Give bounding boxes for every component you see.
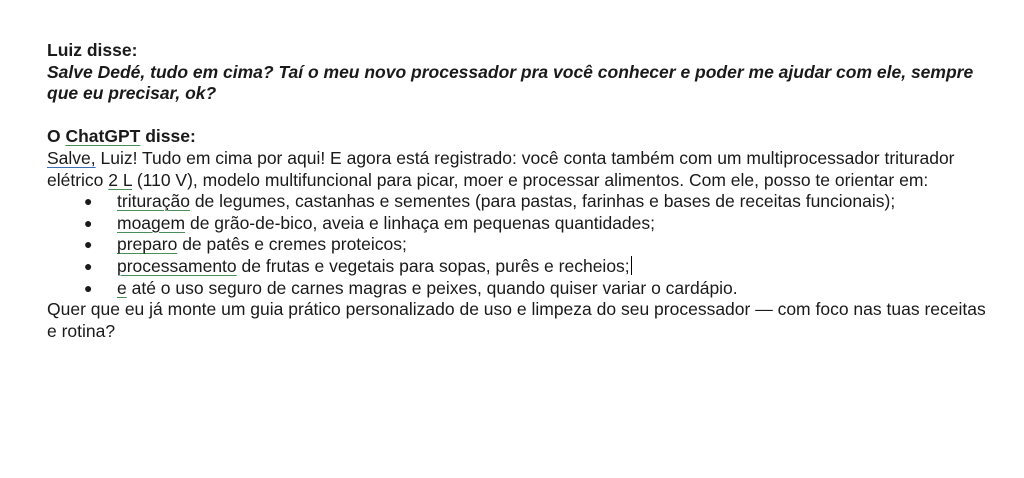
usage-bullet-list bbox=[47, 191, 997, 299]
bullet-text: de frutas e vegetais para sopas, purês e recheios; bbox=[236, 255, 630, 276]
assistant-speaker-name: ChatGPT bbox=[65, 126, 141, 147]
assistant-intro-paragraph bbox=[47, 148, 997, 191]
bullet-keyword: preparo bbox=[117, 234, 178, 255]
bullet-text: de grão-de-bico, aveia e linhaça em pequenas quantidades; bbox=[185, 212, 656, 233]
bullet-text: de legumes, castanhas e sementes (para pastas, farinhas e bases de receitas funcionais); bbox=[189, 191, 896, 212]
bullet-text: até o uso seguro de carnes magras e peixes, quando quiser variar o cardápio. bbox=[126, 277, 738, 298]
assistant-closing-paragraph: Quer que eu já monte um guia prático personalizado de uso e limpeza do seu processador — com foco nas tuas receitas e rotina? bbox=[47, 299, 986, 341]
bullet-keyword: moagem bbox=[117, 212, 186, 233]
bullet-dot-icon: ● bbox=[84, 257, 93, 274]
blank-line bbox=[47, 105, 997, 127]
assistant-speaker-label bbox=[47, 126, 997, 148]
list-item bbox=[47, 213, 997, 235]
assistant-speaker-prefix: O bbox=[47, 126, 66, 147]
list-item bbox=[47, 234, 997, 256]
bullet-keyword: processamento bbox=[117, 255, 237, 276]
intro-greeting: Salve, bbox=[47, 147, 96, 168]
document-body[interactable] bbox=[47, 40, 997, 342]
bullet-keyword: trituração bbox=[117, 191, 190, 212]
bullet-dot-icon: ● bbox=[84, 279, 93, 296]
assistant-speaker-suffix: disse: bbox=[140, 126, 196, 147]
list-item bbox=[47, 278, 997, 300]
intro-text-part1: Luiz! Tudo em cima por aqui! E agora está registrado: você conta também com um multiprocessador triturador elétrico bbox=[47, 147, 955, 190]
bullet-dot-icon: ● bbox=[84, 193, 93, 210]
list-item bbox=[47, 191, 997, 213]
list-item bbox=[47, 256, 997, 278]
intro-capacity: 2 L bbox=[108, 169, 132, 190]
bullet-text: de patês e cremes proteicos; bbox=[177, 234, 407, 255]
bullet-keyword: e bbox=[117, 277, 127, 298]
intro-text-part2: (110 V), modelo multifuncional para picar, moer e processar alimentos. Com ele, posso te orientar em: bbox=[131, 169, 929, 190]
bullet-dot-icon: ● bbox=[84, 236, 93, 253]
user-speaker-label: Luiz disse: bbox=[47, 40, 138, 60]
bullet-dot-icon: ● bbox=[84, 214, 93, 231]
user-message: Salve Dedé, tudo em cima? Taí o meu novo processador pra você conhecer e poder me ajudar com ele, sempre que eu precisar, ok? bbox=[47, 61, 974, 104]
text-cursor bbox=[631, 256, 632, 275]
